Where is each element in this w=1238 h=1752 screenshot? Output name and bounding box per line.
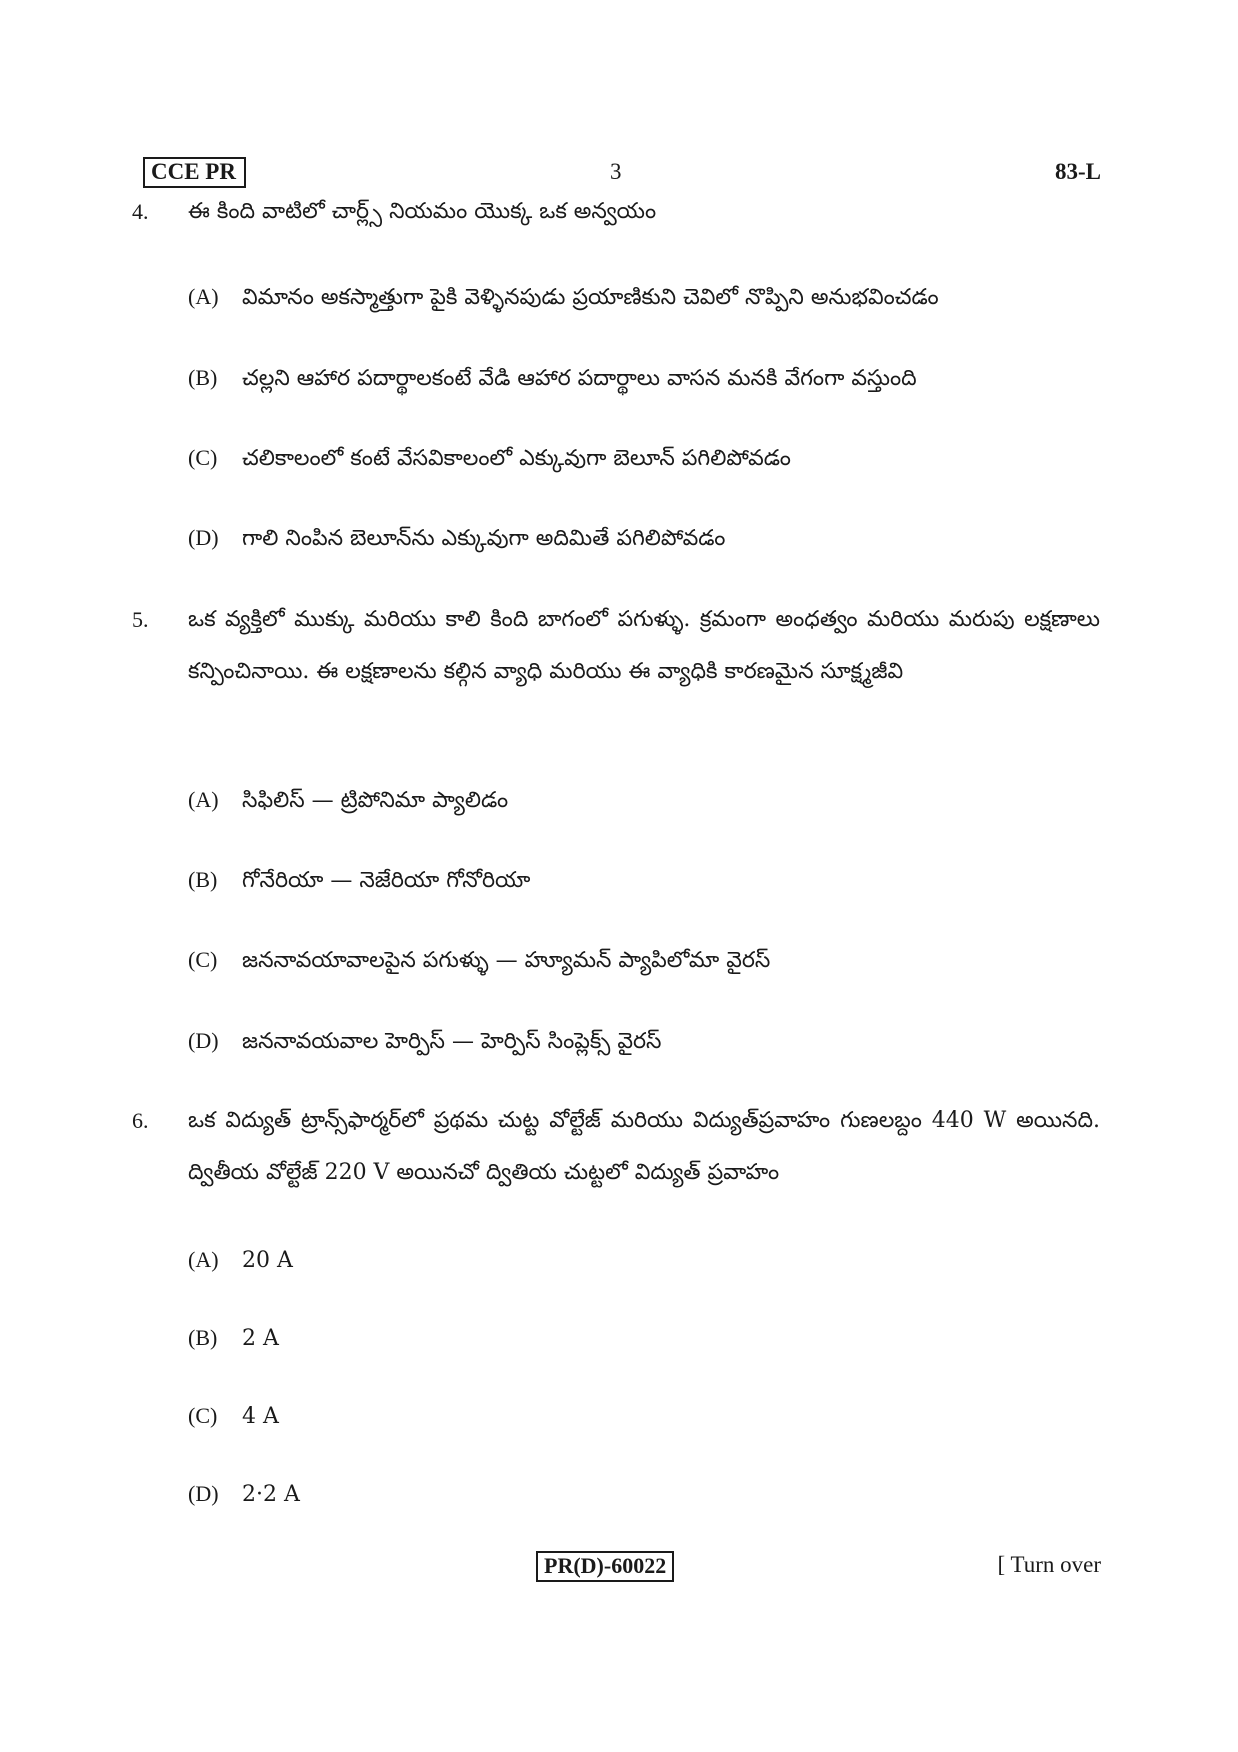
option-letter: (B) xyxy=(188,867,218,892)
option-letter: (D) xyxy=(188,1481,219,1506)
option-b xyxy=(188,1323,279,1354)
page-number: 3 xyxy=(610,159,622,184)
option-text: విమానం అకస్మాత్తుగా పైకి వెళ్ళినపుడు ప్రయాణికుని చెవిలో నొప్పిని అనుభవించడం xyxy=(242,285,939,310)
paper-code: 83-L xyxy=(1055,159,1101,184)
option-text: చలికాలంలో కంటే వేసవికాలంలో ఎక్కువుగా బెలూన్ పగిలిపోవడం xyxy=(242,446,791,471)
option-text: జననావయవాల హెర్పిస్ — హెర్పిస్ సింప్లెక్స్ వైరస్ xyxy=(242,1029,662,1054)
option-text: 20 A xyxy=(242,1248,293,1273)
option-d xyxy=(188,1026,661,1057)
option-b xyxy=(188,363,917,394)
option-letter: (C) xyxy=(188,445,218,470)
option-letter: (D) xyxy=(188,525,219,550)
option-text: చల్లని ఆహార పదార్థాలకంటే వేడి ఆహార పదార్థాలు వాసన మనకి వేగంగా వస్తుంది xyxy=(242,366,917,391)
option-text: గోనేరియా — నెజేరియా గోనోరియా xyxy=(242,868,531,893)
option-letter: (B) xyxy=(188,365,218,390)
option-a xyxy=(188,282,939,313)
option-text: 2·2 A xyxy=(242,1482,300,1507)
option-letter: (A) xyxy=(188,1247,219,1272)
question-text: ఈ కింది వాటిలో చార్ల్స్ నియమం యొక్క ఒక అన్వయం xyxy=(188,199,657,224)
option-a xyxy=(188,785,508,816)
option-text: సిఫిలిస్ — ట్రిపోనిమా ప్యాలిడం xyxy=(242,788,509,813)
option-letter: (B) xyxy=(188,1325,218,1350)
option-text: 4 A xyxy=(242,1404,279,1429)
turn-over-label: [ Turn over xyxy=(997,1552,1101,1577)
footer-code-box: PR(D)-60022 xyxy=(536,1551,674,1582)
option-letter: (A) xyxy=(188,284,219,309)
option-d xyxy=(188,1479,300,1510)
question-number: 6. xyxy=(132,1108,149,1133)
option-text: జననావయావాలపైన పగుళ్ళు — హ్యూమన్ ప్యాపిలోమా వైరస్ xyxy=(242,948,771,973)
option-letter: (D) xyxy=(188,1028,219,1053)
question-text: ఒక విద్యుత్ ట్రాన్స్‌ఫార్మర్‌లో ప్రథమ చుట్ట వోల్టేజ్ మరియు విద్యుత్‌ప్రవాహం గుణలబ్దం 440 W అయినది. ద్వితీయ వోల్టేజ్ 220 V అయినచో ద్వితియ చుట్టలో విద్యుత్ ప్రవాహం xyxy=(188,1108,1100,1185)
option-text: 2 A xyxy=(242,1326,279,1351)
header-code-box: CCE PR xyxy=(143,157,246,188)
question-number: 4. xyxy=(132,199,149,224)
question-text: ఒక వ్యక్తిలో ముక్కు మరియు కాలి కింది బాగంలో పగుళ్ళు. క్రమంగా అంధత్వం మరియు మరుపు లక్షణాలు కన్పించినాయి. ఈ లక్షణాలను కల్గిన వ్యాధి మరియు ఈ వ్యాధికి కారణమైన సూక్ష్మజీవి xyxy=(188,607,1100,684)
option-text: గాలి నింపిన బెలూన్‌ను ఎక్కువుగా అదిమితే పగిలిపోవడం xyxy=(242,526,726,551)
option-d xyxy=(188,523,725,554)
option-b xyxy=(188,865,530,896)
option-letter: (C) xyxy=(188,947,218,972)
option-letter: (A) xyxy=(188,787,219,812)
option-letter: (C) xyxy=(188,1403,218,1428)
question-number: 5. xyxy=(132,607,149,632)
option-c xyxy=(188,1401,279,1432)
option-c xyxy=(188,443,791,474)
option-a xyxy=(188,1245,293,1276)
option-c xyxy=(188,945,770,976)
